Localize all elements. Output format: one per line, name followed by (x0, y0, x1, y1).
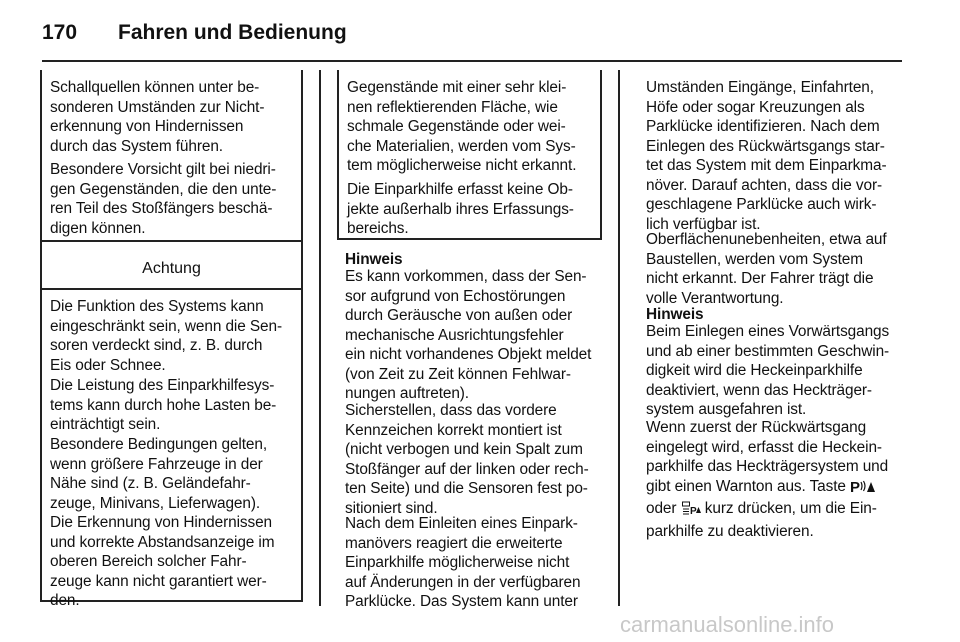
header-rule (42, 60, 902, 62)
paragraph: Oberflächenunebenheiten, etwa auf Baustellen, werden vom System nicht erkannt. Der Fahrer trägt die volle Verantwortung. (646, 231, 887, 307)
note-text: Beim Einlegen eines Vorwärtsgangs und ab einer bestimmten Geschwin- digkeit wird die Heckeinparkhilfe deaktiviert, wenn das Heckträger- system ausgefahren ist. (646, 323, 890, 418)
caution-paragraph: Besondere Bedingungen gelten, wenn größere Fahrzeuge in der Nähe sind (z. B. Geländefahr- zeuge, Minivans, Lieferwagen). Die Erkennung von Hindernissen und korrekte Abstandsanzeige im oberen Bereich solcher Fahr- zeuge kann nicht garantiert wer- den. (50, 436, 275, 609)
box-paragraph: Die Einparkhilfe erfasst keine Ob- jekte außerhalb ihres Erfassungs- bereichs. (347, 181, 574, 237)
text-fragment: gibt einen Warnton aus. Taste (646, 477, 851, 495)
park-assist-icon (850, 478, 876, 500)
watermark: carmanualsonline.info (620, 612, 835, 637)
caution-heading: Achtung (142, 260, 201, 277)
box-separator (40, 240, 303, 242)
note-label: Hinweis (345, 251, 403, 268)
warning-paragraph (646, 418, 908, 541)
text-line (646, 499, 908, 522)
text-fragment: kurz drücken, um die Ein- (700, 500, 877, 517)
park-assist-off-icon (681, 500, 701, 522)
column-divider (319, 70, 321, 606)
box-paragraph: Besondere Vorsicht gilt bei niedri- gen Gegenständen, die den unte- ren Teil des Stoßfängers beschä- digen können. (50, 161, 277, 237)
caution-rule (40, 288, 303, 290)
text-line: Wenn zuerst der Rückwärtsgang (646, 419, 867, 436)
svg-text:P: P (850, 478, 860, 494)
paragraph: Umständen Eingänge, Einfahrten, Höfe oder sogar Kreuzungen als Parklücke identifizieren. Nach dem Einlegen des Rückwärtsgangs star- tet das System mit dem Einparkma- növer. Darauf achten, dass die vor- geschlagene Parklücke auch wirk- lich verfügbar ist. (646, 79, 887, 233)
box-paragraph: Gegenstände mit einer sehr klei- nen reflektierenden Fläche, wie schmale Gegenstände oder wei- che Materialien, werden vom Sys- tem möglicherweise nicht erkannt. (347, 79, 577, 174)
text-line (646, 477, 908, 500)
note-text: Es kann vorkommen, dass der Sen- sor aufgrund von Echostörungen durch Geräusche von außen oder mechanische Ausrichtungsfehler ein nicht vorhandenes Objekt meldet (von Zeit zu Zeit können Fehlwar- nungen auftreten). (345, 268, 592, 402)
text-line: eingelegt wird, erfasst die Heckein- (646, 438, 882, 456)
box-paragraph: Schallquellen können unter be- sonderen Umständen zur Nicht- erkennung von Hindernissen durch das System führen. (50, 79, 265, 155)
page-number: 170 (42, 21, 78, 44)
note-label: Hinweis (646, 306, 704, 323)
paragraph: Sicherstellen, dass das vordere Kennzeichen korrekt montiert ist (nicht verbogen und kein Spalt zum Stoßfänger auf der linken oder rech- ten Seite) und die Sensoren fest po- sitioniert sind. (345, 402, 589, 517)
paragraph: Nach dem Einleiten eines Einpark- manövers reagiert die erweiterte Einparkhilfe möglicherweise nicht auf Änderungen in der verfügbaren Parklücke. Das System kann unter (345, 515, 581, 610)
page-title: Fahren und Bedienung (118, 21, 347, 44)
text-fragment: oder (646, 500, 681, 517)
caution-paragraph: Die Leistung des Einparkhilfesys- tems kann durch hohe Lasten be- einträchtigt sein. (50, 377, 277, 433)
text-line: parkhilfe das Heckträgersystem und (646, 458, 889, 475)
page-header (42, 18, 902, 52)
text-line: parkhilfe zu deaktivieren. (646, 522, 814, 540)
column-divider (618, 70, 620, 606)
svg-text:P: P (689, 506, 697, 516)
caution-paragraph: Die Funktion des Systems kann eingeschränkt sein, wenn die Sen- soren verdeckt sind, z. B. durch Eis oder Schnee. (50, 298, 282, 374)
